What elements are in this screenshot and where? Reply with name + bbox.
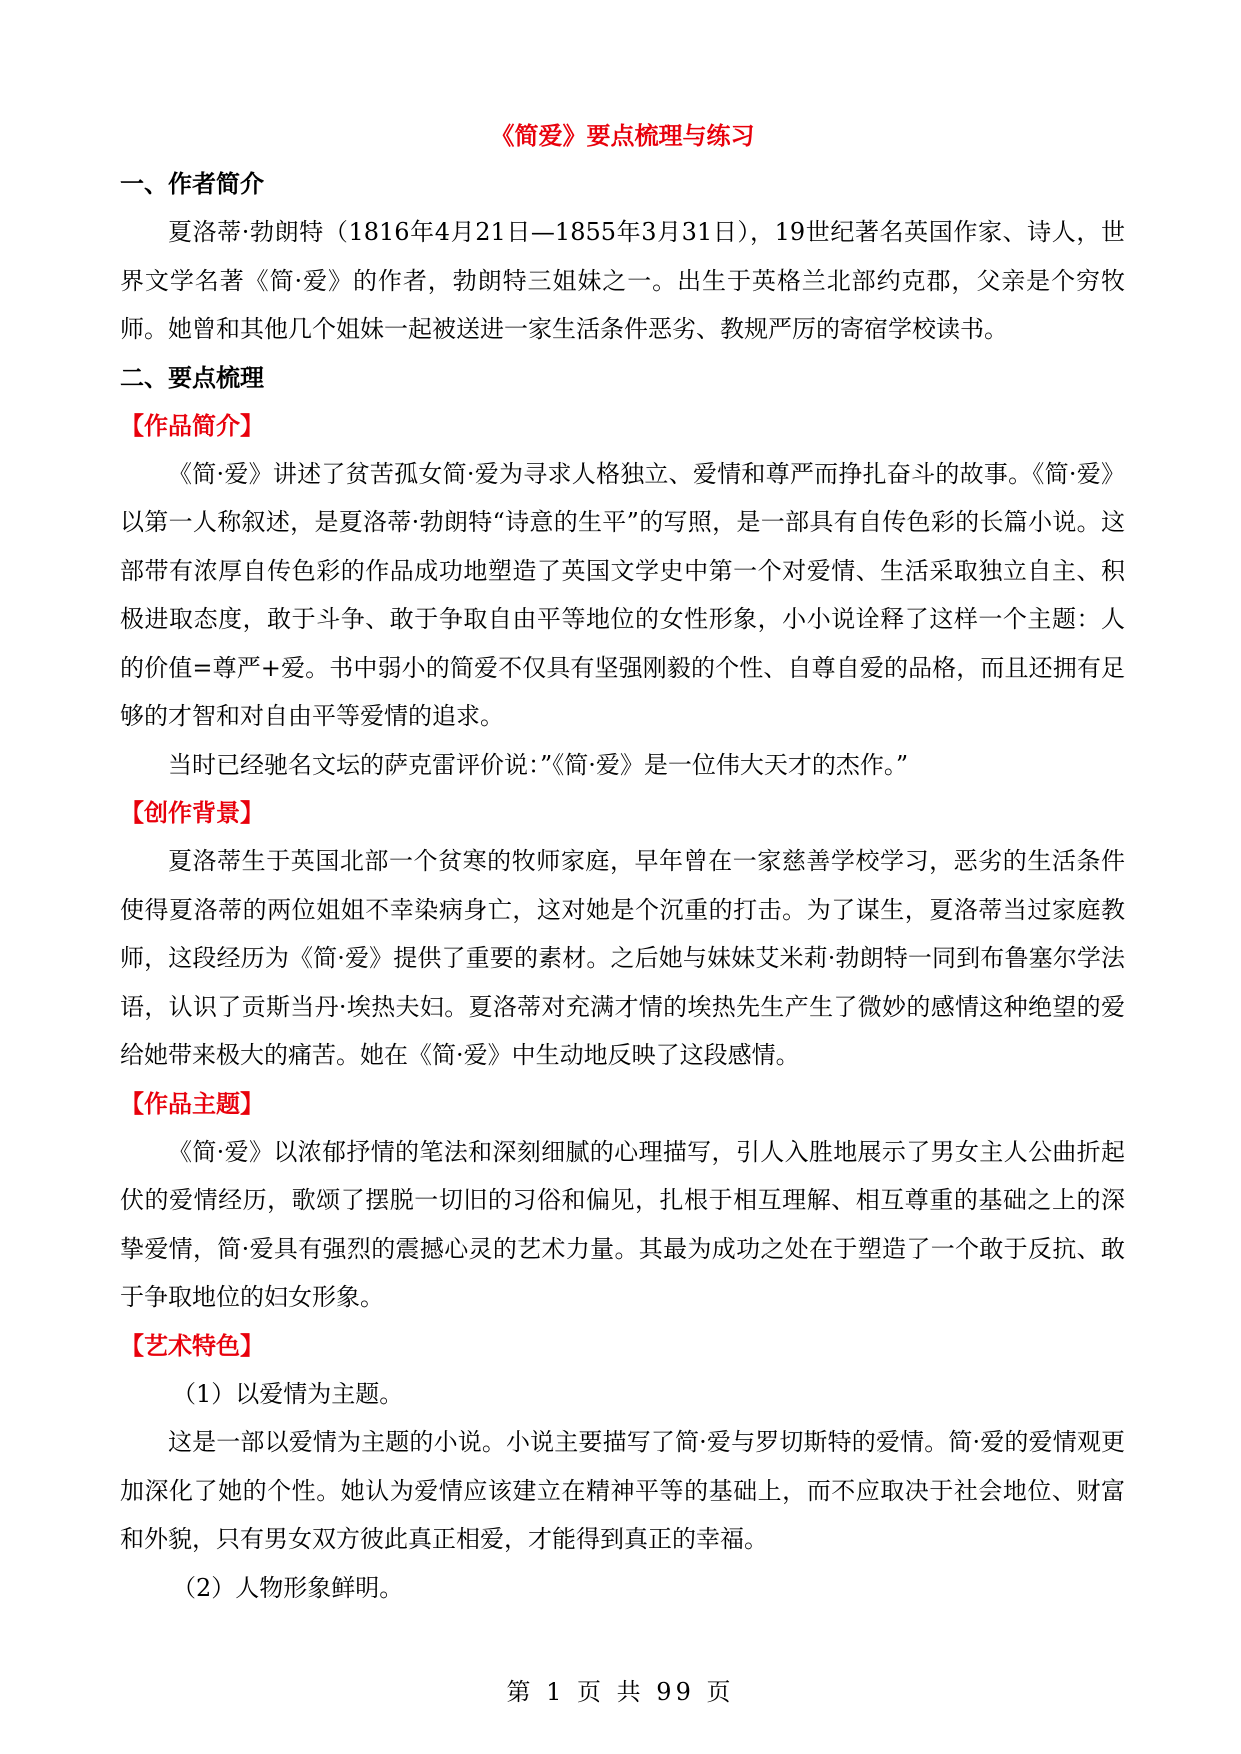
art-feature-item-1: （1）以爱情为主题。 bbox=[172, 1379, 404, 1408]
subheading-work-intro: 【作品简介】 bbox=[120, 410, 264, 440]
theme-paragraph: 《简·爱》以浓郁抒情的笔法和深刻细腻的心理描写，引人入胜地展示了男女主人公曲折起伏的爱情经历，歌颂了摆脱一切旧的习俗和偏见，扎根于相互理解、相互尊重的基础之上的深挚爱情，简·爱具有强烈的震撼心灵的艺术力量。其最为成功之处在于塑造了一个敢于反抗、敢于争取地位的妇女形象。 bbox=[120, 1137, 1125, 1311]
author-paragraph: 夏洛蒂·勃朗特（1816年4月21日—1855年3月31日），19世纪著名英国作家、诗人，世界文学名著《简·爱》的作者，勃朗特三姐妹之一。出生于英格兰北部约克郡，父亲是个穷牧师。她曾和其他几个姐妹一起被送进一家生活条件恶劣、教规严厉的寄宿学校读书。 bbox=[120, 218, 1125, 343]
subheading-theme: 【作品主题】 bbox=[120, 1088, 264, 1118]
subheading-art-features: 【艺术特色】 bbox=[120, 1330, 264, 1360]
document-title: 《简爱》要点梳理与练习 bbox=[490, 121, 755, 150]
critic-quote-paragraph: 当时已经驰名文坛的萨克雷评价说：”《简·爱》是一位伟大天才的杰作。” bbox=[168, 750, 909, 779]
subheading-background: 【创作背景】 bbox=[120, 798, 264, 827]
section-heading-key-points: 二、要点梳理 bbox=[120, 362, 264, 392]
page-footer: 第 1 页 共 99 页 bbox=[506, 1678, 735, 1706]
background-paragraph: 夏洛蒂生于英国北部一个贫寒的牧师家庭，早年曾在一家慈善学校学习，恶劣的生活条件使得夏洛蒂的两位姐姐不幸染病身亡，这对她是个沉重的打击。为了谋生，夏洛蒂当过家庭教师，这段经历为《简·爱》提供了重要的素材。之后她与妹妹艾米莉·勃朗特一同到布鲁塞尔学法语，认识了贡斯当丹·埃热夫妇。夏洛蒂对充满才情的埃热先生产生了微妙的感情这种绝望的爱给她带来极大的痛苦。她在《简·爱》中生动地反映了这段感情。 bbox=[120, 847, 1125, 1069]
art-feature-item-1-paragraph: 这是一部以爱情为主题的小说。小说主要描写了简·爱与罗切斯特的爱情。简·爱的爱情观更加深化了她的个性。她认为爱情应该建立在精神平等的基础上，而不应取决于社会地位、财富和外貌，只有男女双方彼此真正相爱，才能得到真正的幸福。 bbox=[120, 1428, 1125, 1553]
section-heading-author: 一、作者简介 bbox=[120, 169, 264, 198]
art-feature-item-2: （2）人物形象鲜明。 bbox=[172, 1573, 404, 1602]
document-content bbox=[120, 112, 1125, 1612]
work-intro-paragraph: 《简·爱》讲述了贫苦孤女简·爱为寻求人格独立、爱情和尊严而挣扎奋斗的故事。《简·爱》以第一人称叙述，是夏洛蒂·勃朗特“诗意的生平”的写照，是一部具有自传色彩的长篇小说。这部带有浓厚自传色彩的作品成功地塑造了英国文学史中第一个对爱情、生活采取独立自主、积极进取态度，敢于斗争、敢于争取自由平等地位的女性形象，小小说诠释了这样一个主题：人的价值=尊严+爱。书中弱小的简爱不仅具有坚强刚毅的个性、自尊自爱的品格，而且还拥有足够的才智和对自由平等爱情的追求。 bbox=[120, 459, 1125, 730]
